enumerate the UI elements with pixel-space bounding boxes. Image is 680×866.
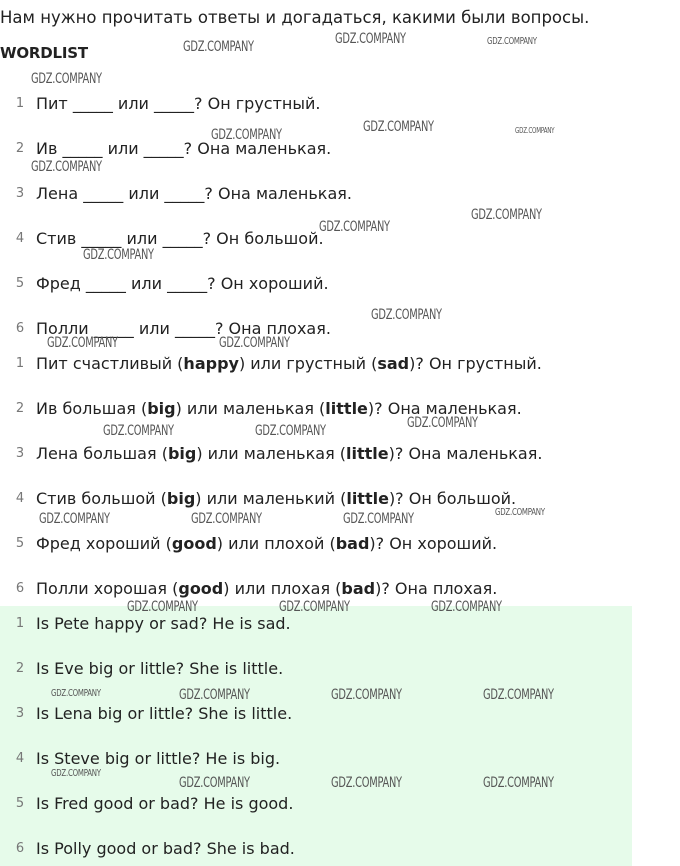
watermark: GDZ.COMPANY: [31, 159, 102, 175]
watermark: GDZ.COMPANY: [39, 511, 110, 527]
watermark: GDZ.COMPANY: [179, 687, 250, 703]
english-answer-text: Is Lena big or little? She is little.: [36, 704, 293, 723]
english-answer-text: Is Eve big or little? She is little.: [36, 659, 284, 678]
watermark: GDZ.COMPANY: [127, 599, 198, 615]
english-answer-text: Is Steve big or little? He is big.: [36, 749, 281, 768]
item-number: 4: [15, 751, 25, 766]
watermark: GDZ.COMPANY: [495, 507, 545, 518]
question-text: Пит _____ или _____? Он грустный.: [36, 94, 321, 113]
watermark: GDZ.COMPANY: [319, 219, 390, 235]
item-number: 4: [15, 491, 25, 506]
item-number: 6: [15, 321, 25, 336]
question-text: Ив _____ или _____? Она маленькая.: [36, 139, 332, 158]
item-number: 2: [15, 141, 25, 156]
item-number: 1: [15, 616, 25, 631]
english-word-2: little: [346, 444, 389, 463]
watermark: GDZ.COMPANY: [179, 775, 250, 791]
watermark: GDZ.COMPANY: [279, 599, 350, 615]
instruction-text: Нам нужно прочитать ответы и догадаться, какими были вопросы.: [0, 8, 590, 27]
russian-answer-text: Ив большая (big) или маленькая (little)? Она маленькая.: [36, 399, 522, 418]
watermark: GDZ.COMPANY: [331, 687, 402, 703]
wordlist-heading: WORDLIST: [0, 44, 88, 62]
english-word-2: bad: [341, 579, 376, 598]
question-text: Стив _____ или _____? Он большой.: [36, 229, 324, 248]
item-number: 3: [15, 706, 25, 721]
watermark: GDZ.COMPANY: [183, 39, 254, 55]
watermark: GDZ.COMPANY: [371, 307, 442, 323]
watermark: GDZ.COMPANY: [211, 127, 282, 143]
russian-answer-text: Полли хорошая (good) или плохая (bad)? Она плохая.: [36, 579, 498, 598]
watermark: GDZ.COMPANY: [407, 415, 478, 431]
english-word-1: happy: [183, 354, 239, 373]
item-number: 6: [15, 841, 25, 856]
watermark: GDZ.COMPANY: [47, 335, 118, 351]
english-word-2: bad: [335, 534, 370, 553]
watermark: GDZ.COMPANY: [487, 36, 537, 47]
item-number: 2: [15, 661, 25, 676]
watermark: GDZ.COMPANY: [515, 126, 555, 135]
watermark: GDZ.COMPANY: [191, 511, 262, 527]
english-answer-text: Is Polly good or bad? She is bad.: [36, 839, 295, 858]
english-word-1: big: [166, 489, 196, 508]
english-word-1: good: [178, 579, 224, 598]
watermark: GDZ.COMPANY: [471, 207, 542, 223]
russian-answer-text: Лена большая (big) или маленькая (little)? Она маленькая.: [36, 444, 543, 463]
watermark: GDZ.COMPANY: [331, 775, 402, 791]
watermark: GDZ.COMPANY: [83, 247, 154, 263]
item-number: 1: [15, 96, 25, 111]
item-number: 4: [15, 231, 25, 246]
question-text: Полли _____ или _____? Она плохая.: [36, 319, 331, 338]
watermark: GDZ.COMPANY: [335, 31, 406, 47]
russian-answer-text: Стив большой (big) или маленький (little)? Он большой.: [36, 489, 517, 508]
watermark: GDZ.COMPANY: [343, 511, 414, 527]
watermark: GDZ.COMPANY: [483, 687, 554, 703]
item-number: 3: [15, 446, 25, 461]
russian-answer-text: Пит счастливый (happy) или грустный (sad)? Он грустный.: [36, 354, 542, 373]
watermark: GDZ.COMPANY: [431, 599, 502, 615]
item-number: 5: [15, 536, 25, 551]
watermark: GDZ.COMPANY: [255, 423, 326, 439]
english-word-1: good: [171, 534, 217, 553]
question-text: Лена _____ или _____? Она маленькая.: [36, 184, 352, 203]
item-number: 3: [15, 186, 25, 201]
watermark: GDZ.COMPANY: [219, 335, 290, 351]
item-number: 1: [15, 356, 25, 371]
watermark: GDZ.COMPANY: [51, 768, 101, 779]
russian-answer-text: Фред хороший (good) или плохой (bad)? Он хороший.: [36, 534, 498, 553]
watermark: GDZ.COMPANY: [483, 775, 554, 791]
item-number: 5: [15, 276, 25, 291]
english-word-1: big: [167, 444, 197, 463]
item-number: 5: [15, 796, 25, 811]
english-answer-text: Is Fred good or bad? He is good.: [36, 794, 294, 813]
english-word-1: big: [147, 399, 176, 418]
item-number: 2: [15, 401, 25, 416]
english-word-2: little: [346, 489, 389, 508]
question-text: Фред _____ или _____? Он хороший.: [36, 274, 329, 293]
english-word-2: little: [325, 399, 368, 418]
item-number: 6: [15, 581, 25, 596]
watermark: GDZ.COMPANY: [51, 688, 101, 699]
answers-highlight-block: [0, 606, 632, 866]
english-word-2: sad: [377, 354, 410, 373]
watermark: GDZ.COMPANY: [363, 119, 434, 135]
watermark: GDZ.COMPANY: [31, 71, 102, 87]
english-answer-text: Is Pete happy or sad? He is sad.: [36, 614, 291, 633]
watermark: GDZ.COMPANY: [103, 423, 174, 439]
